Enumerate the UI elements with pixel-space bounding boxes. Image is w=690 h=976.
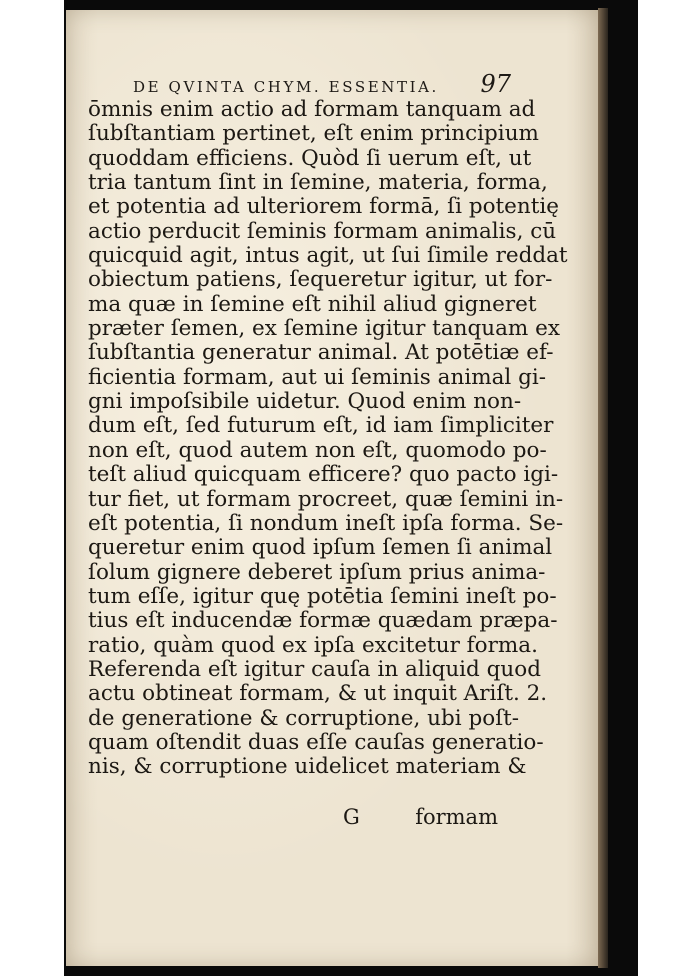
text-line: ma quæ in ſemine eſt nihil aliud gigneret [88, 291, 537, 317]
page-footer [88, 805, 498, 831]
text-line: nis, & corruptione uidelicet materiam & [88, 754, 527, 780]
text-line: tum eſſe, igitur quę potētia ſemini ineſt po- [88, 583, 557, 609]
text-line: ſubſtantiam pertinet, eſt enim principium [88, 121, 539, 147]
catchword: formam [415, 805, 498, 829]
signature-mark: G [343, 805, 360, 829]
text-line: obiectum patiens, ſequeretur igitur, ut for- [88, 267, 553, 293]
text-line: præter ſemen, ex ſemine igitur tanquam ex [88, 316, 560, 342]
page-number: 97 [480, 70, 511, 98]
text-line: actio perducit ſeminis formam animalis, cū [88, 218, 557, 244]
text-line: tur fiet, ut formam procreet, quæ ſemini in- [88, 486, 564, 512]
body-text [88, 97, 568, 780]
text-line: dum eſt, ſed futurum eſt, id iam ſimpliciter [88, 413, 554, 439]
text-line: quoddam efficiens. Quòd ſi uerum eſt, ut [88, 145, 532, 171]
text-line: ſolum gignere deberet ipſum prius anima- [88, 559, 546, 585]
text-line: ſubſtantia generatur animal. At potētiæ ef- [88, 340, 554, 366]
text-line: et potentia ad ulteriorem formā, ſi potentię [88, 194, 559, 220]
text-line: de generatione & corruptione, ubi poſt- [88, 705, 520, 731]
text-line: ōmnis enim actio ad formam tanquam ad [88, 97, 536, 122]
text-line: tria tantum ſint in ſemine, materia, forma, [88, 170, 548, 196]
text-line: gni impoſsibile uidetur. Quod enim non- [88, 389, 522, 415]
text-line: teſt aliud quicquam efficere? quo pacto igi- [88, 462, 559, 488]
text-line: non eſt, quod autem non eſt, quomodo po- [88, 437, 547, 463]
text-line: ficientia formam, aut ui ſeminis animal gi- [88, 364, 547, 390]
text-line: actu obtineat formam, & ut inquit Ariſt. 2. [88, 681, 548, 707]
text-line: ratio, quàm quod ex ipſa excitetur forma. [88, 632, 538, 658]
text-line: Referenda eſt igitur cauſa in aliquid quod [88, 656, 541, 682]
text-line: quam oſtendit duas eſſe cauſas generatio- [88, 729, 544, 755]
text-line: eſt potentia, ſi nondum ineſt ipſa forma. Se- [88, 510, 564, 536]
running-head [133, 70, 511, 100]
text-line: tius eſt inducendæ formæ quædam præpa- [88, 608, 558, 634]
text-line: quicquid agit, intus agit, ut ſui ſimile reddat [88, 243, 568, 269]
page-edge-shadow [598, 8, 608, 968]
running-head-title: DE QVINTA CHYM. ESSENTIA. [133, 78, 439, 96]
text-line: queretur enim quod ipſum ſemen ſi animal [88, 535, 553, 561]
